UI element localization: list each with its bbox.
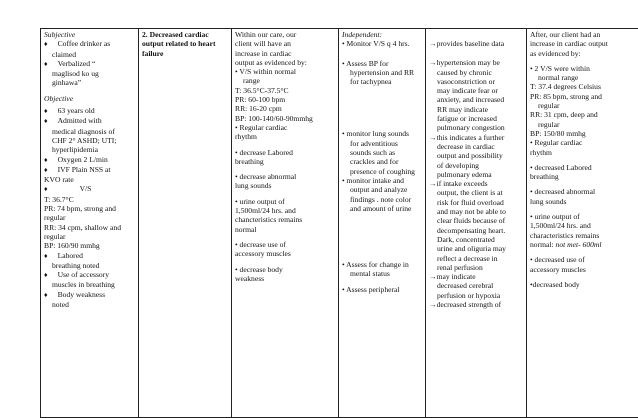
evaluation-criterion: lung sounds: [530, 196, 567, 206]
objective-item: [44, 165, 135, 185]
evaluation-text: After, our client had an: [530, 30, 601, 39]
list-item: Coffee drinker as: [57, 39, 111, 49]
objective-vitals: [44, 195, 135, 251]
diagnosis-text: failure: [142, 48, 164, 58]
list-item: IVF Plain NSS at: [57, 164, 111, 174]
goal-text: output as evidenced by:: [235, 57, 307, 67]
interventions-cell: [339, 29, 426, 418]
rationale-item: pulmonary congestion: [437, 123, 505, 133]
interventions-heading: Independent:: [342, 30, 383, 39]
intervention-item: mental status: [350, 269, 390, 279]
list-item: hyperlipidemia: [52, 145, 98, 155]
vital-sign: T: 36.5°C-37.5°C: [235, 85, 289, 95]
evaluation-text: as evidenced by:: [530, 48, 581, 58]
rationale-cell: [426, 29, 527, 418]
evaluation-criterion: normal range: [538, 73, 579, 83]
goal-criterion: • decrease body: [235, 264, 283, 274]
goal-criterion: • decrease abnormal: [235, 172, 297, 182]
goal-criterion: lung sounds: [235, 181, 272, 191]
goal-criterion: chancteristics remains: [235, 215, 303, 225]
evaluation-criterion: [530, 240, 635, 249]
bullet-icon: ♦: [44, 107, 48, 116]
rationale-item: fatigue or increased: [437, 114, 497, 124]
vital-sign: T: 37.4 degrees Celsius: [530, 82, 601, 92]
objective-item: [44, 155, 135, 165]
rationale-item: risk for fluid overload: [437, 197, 504, 207]
intervention-item: for adventitious: [350, 138, 398, 148]
list-item: V/S: [79, 184, 92, 194]
bullet-icon: ♦: [44, 251, 48, 260]
rationale-item: of developing: [437, 160, 479, 170]
goal-criterion: rhythm: [235, 132, 257, 142]
rationale-item: output and possibility: [437, 151, 503, 161]
list-item: 63 years old: [57, 106, 95, 116]
vital-sign: BP: 100-140/60-90mmhg: [235, 113, 313, 123]
intervention-item: sounds such as: [350, 148, 396, 158]
rationale-item: caused by chronic: [437, 67, 492, 77]
intervention-item: output and analyze: [350, 185, 408, 195]
rationale-item: →decreased strength of: [429, 300, 502, 310]
list-item: KVO rate: [44, 175, 74, 185]
vital-sign: RR: 31 cpm, deep and: [530, 110, 598, 120]
rationale-item: output, the client is at: [437, 188, 503, 198]
evaluation-cell: [527, 29, 638, 418]
bullet-icon: ♦: [44, 185, 48, 194]
goal-criterion: • decrease use of: [235, 239, 286, 249]
bullet-icon: ♦: [44, 40, 48, 49]
rationale-item: urine and oliguria may: [437, 244, 506, 254]
list-item: Use of accessory: [57, 270, 110, 280]
goal-criterion: • urine output of: [235, 196, 285, 206]
vital-sign: RR: 34 cpm, shallow and: [44, 222, 121, 232]
objective-item: [44, 106, 135, 116]
list-item: Labored: [57, 250, 83, 260]
intervention-item: for tachypnea: [350, 77, 392, 87]
rationale-item: vasoconstriction or: [437, 76, 495, 86]
vital-sign: regular: [44, 213, 66, 223]
intervention-item: hypertension and RR: [350, 67, 415, 77]
intervention-item: • Assess for change in: [342, 260, 409, 270]
vital-sign: PR: 74 bpm, strong and: [44, 204, 116, 214]
bullet-icon: ♦: [44, 290, 48, 299]
goal-criterion: • decrease Labored: [235, 147, 293, 157]
objective-item: [44, 290, 135, 310]
care-plan-document: [40, 28, 608, 418]
evaluation-status-label: normal:: [530, 239, 556, 249]
evaluation-criterion: breathing: [530, 172, 559, 182]
rationale-item: →if intake exceeds: [429, 179, 488, 189]
intervention-item: • monitor lung sounds: [342, 129, 409, 139]
list-item: Body weakness: [57, 289, 106, 299]
rationale-item: may indicate fear or: [437, 86, 498, 96]
goal-text: increase in cardiac: [235, 48, 292, 58]
evaluation-criterion: accessory muscles: [530, 264, 586, 274]
intervention-item: and amount of urine: [350, 203, 412, 213]
bullet-icon: ♦: [44, 165, 48, 174]
diagnosis-text: 2. Decreased cardiac: [142, 30, 209, 39]
list-item: maglisod ko ug: [52, 69, 99, 79]
list-item: muscles in breathing: [52, 280, 115, 290]
objective-item: [44, 251, 135, 271]
subjective-heading: Subjective: [44, 30, 76, 39]
goal-criterion: breathing: [235, 156, 264, 166]
evaluation-criterion: 1,500ml/24 hrs. and: [530, 221, 591, 231]
vital-sign: regular: [538, 119, 560, 129]
list-item: medical diagnosis of: [52, 126, 115, 136]
list-item: claimed: [52, 49, 77, 59]
intervention-item: presence of coughing: [350, 166, 415, 176]
diagnosis-cell: [139, 29, 232, 418]
vital-sign: regular: [44, 231, 66, 241]
intervention-item: crackles and for: [350, 157, 399, 167]
bullet-icon: ♦: [44, 117, 48, 126]
vital-sign: regular: [538, 101, 560, 111]
rationale-item: RR may indicate: [437, 104, 489, 114]
rationale-item: →hypertension may be: [429, 58, 500, 68]
list-item: CHF 2° ASHD; UTI;: [52, 135, 117, 145]
rationale-item: perfusion or hypoxia: [437, 290, 501, 300]
goal-criterion: 1,500ml/24 hrs. and: [235, 206, 296, 216]
rationale-item: decompensating heart.: [437, 225, 506, 235]
vital-sign: T: 36.7°C: [44, 194, 74, 204]
goal-criterion: weakness: [235, 273, 265, 283]
evaluation-criterion: • decreased use of: [530, 255, 585, 265]
rationale-item: renal perfusion: [437, 262, 483, 272]
care-plan-table: [40, 28, 638, 418]
list-item: Oxygen 2 L/min: [57, 154, 108, 164]
list-item: Admitted with: [57, 116, 102, 126]
rationale-item: pulmonary edema: [437, 169, 492, 179]
list-item: breathing noted: [52, 260, 100, 270]
list-item: ginhawa”: [52, 78, 82, 88]
evaluation-text: increase in cardiac output: [530, 39, 608, 49]
intervention-item: findings . note color: [350, 194, 412, 204]
evaluation-criterion: • 2 V/S were within: [530, 63, 590, 73]
diagnosis-text: output related to heart: [142, 39, 216, 49]
vital-sign: PR: 60-100 bpm: [235, 95, 286, 105]
rationale-item: decreased cerebral: [437, 281, 494, 291]
rationale-item: decrease in cardiac: [437, 141, 495, 151]
objective-item: [44, 270, 135, 290]
evaluation-criterion: •decreased body: [530, 279, 580, 289]
goal-criterion: accessory muscles: [235, 249, 291, 259]
objective-heading: Objective: [44, 93, 74, 103]
rationale-item: and may not be able to: [437, 207, 506, 217]
goal-criterion: range: [243, 76, 260, 86]
subjective-item: [44, 39, 135, 59]
intervention-item: • monitor intake and: [342, 175, 404, 185]
intervention-item: • Assess peripheral: [342, 284, 400, 294]
rationale-item: anxiety, and increased: [437, 95, 505, 105]
vital-sign: PR: 85 bpm, strong and: [530, 91, 602, 101]
objective-item: [44, 184, 135, 194]
goal-criterion: • V/S within normal: [235, 67, 296, 77]
list-item: Verbalized “: [57, 58, 96, 68]
bullet-icon: ♦: [44, 155, 48, 164]
evaluation-criterion: • Regular cardiac: [530, 138, 583, 148]
bullet-icon: ♦: [44, 271, 48, 280]
evaluation-criterion: rhythm: [530, 147, 552, 157]
rationale-item: →provides baseline data: [429, 39, 505, 48]
vital-sign: BP: 160/90 mmhg: [44, 241, 100, 251]
goal-cell: [232, 29, 339, 418]
intervention-item: • Monitor V/S q 4 hrs.: [342, 39, 410, 49]
intervention-item: • Assess BP for: [342, 58, 389, 68]
goal-criterion: • Regular cardiac: [235, 122, 288, 132]
subjective-item: [44, 59, 135, 88]
rationale-item: Dark, concentrated: [437, 234, 495, 244]
goal-text: client will have an: [235, 39, 291, 49]
goal-criterion: normal: [235, 224, 257, 234]
evaluation-criterion: • urine output of: [530, 212, 580, 222]
vital-sign: RR: 16-20 cpm: [235, 104, 282, 114]
evaluation-status: not met- 600ml: [555, 239, 602, 249]
goal-text: Within our care, our: [235, 30, 297, 39]
rationale-item: reflect a decrease in: [437, 253, 498, 263]
assessment-cell: [41, 29, 139, 418]
vital-sign: BP: 150/80 mmhg: [530, 128, 586, 138]
evaluation-criterion: characteristics remains: [530, 230, 600, 240]
rationale-item: →may indicate: [429, 272, 476, 282]
list-item: noted: [52, 300, 69, 310]
objective-item: [44, 116, 135, 154]
rationale-item: clear fluids because of: [437, 216, 506, 226]
table-row: [41, 29, 638, 418]
bullet-icon: ♦: [44, 59, 48, 68]
evaluation-criterion: • decreased abnormal: [530, 187, 596, 197]
evaluation-criterion: • decreased Labored: [530, 162, 592, 172]
rationale-item: →this indicates a further: [429, 132, 505, 142]
